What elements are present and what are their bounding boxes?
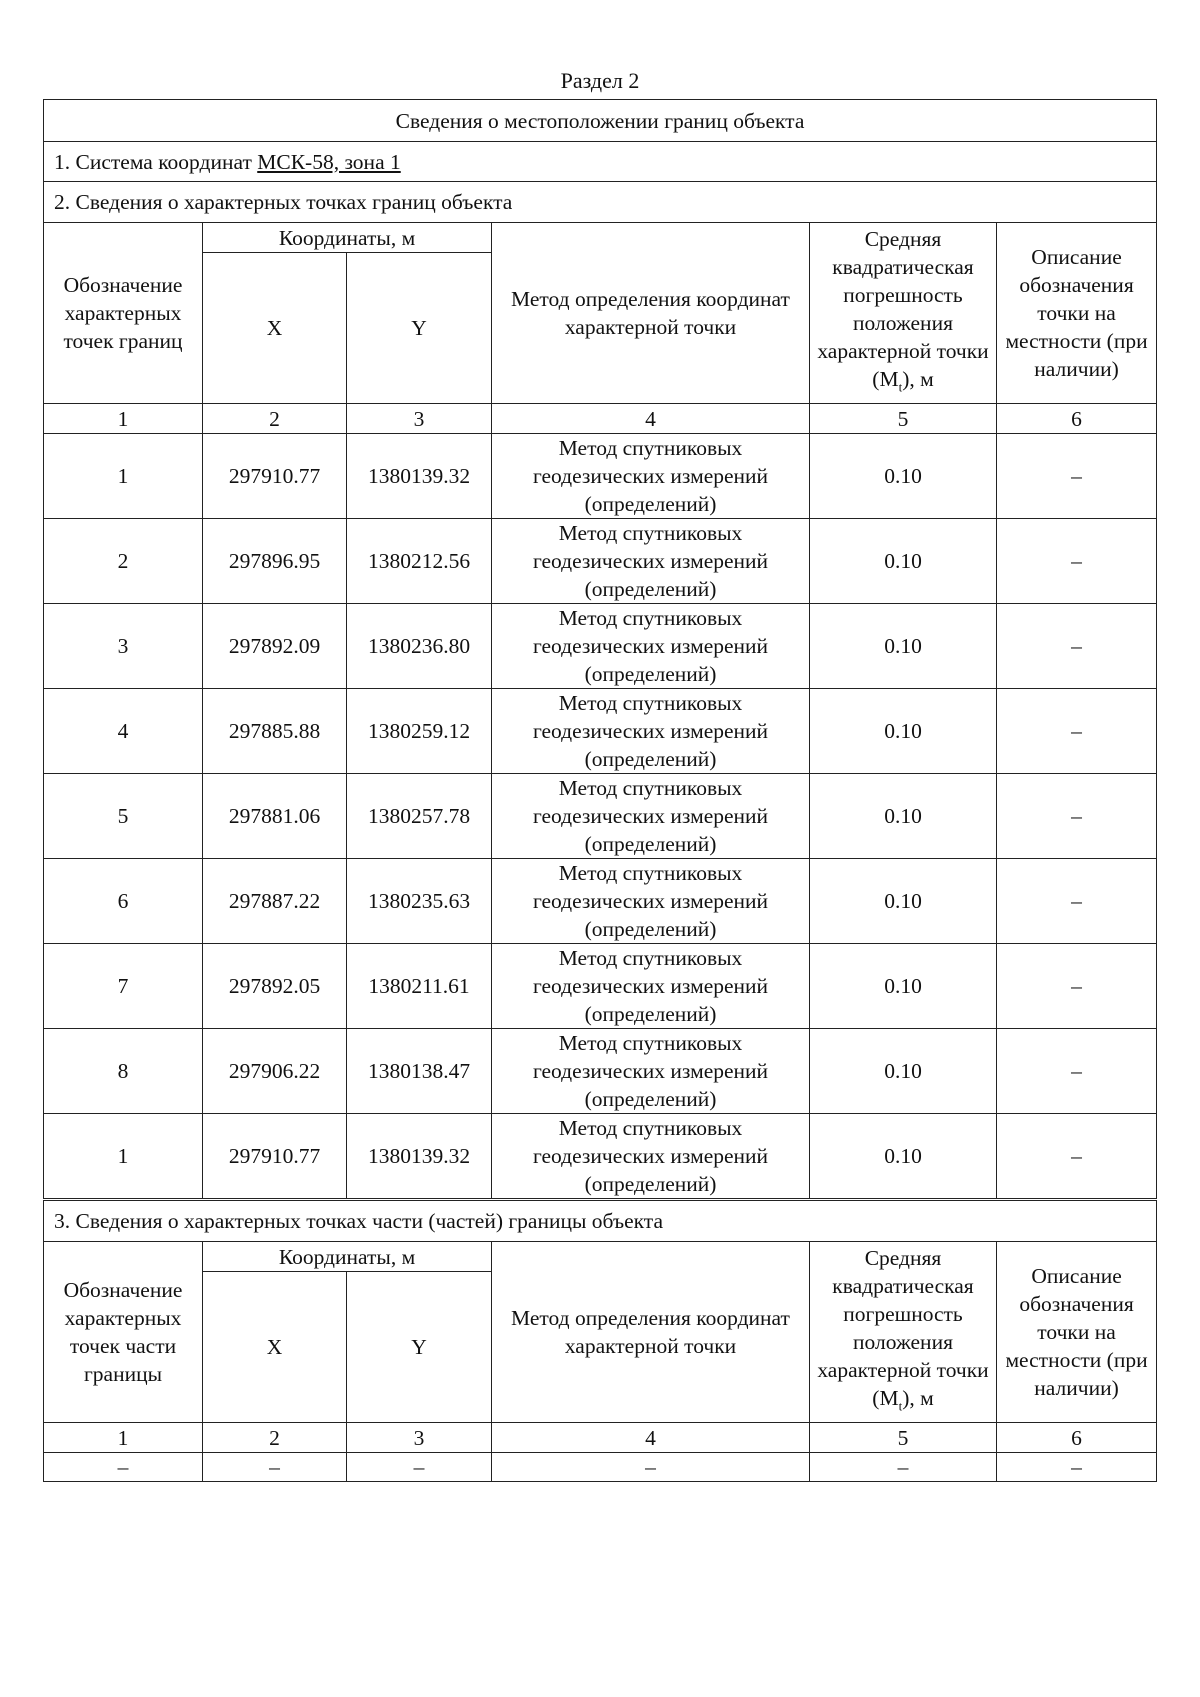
x-coordinate-cell: 297910.77: [203, 1114, 347, 1199]
column-number: 5: [810, 404, 997, 434]
y-coordinate-cell: 1380259.12: [347, 689, 492, 774]
description-cell: –: [997, 1029, 1157, 1114]
header-x: X: [203, 253, 347, 404]
column-number: 2: [203, 404, 347, 434]
error-cell: 0.10: [810, 1114, 997, 1199]
y-coordinate-cell: –: [347, 1453, 492, 1482]
error-cell: 0.10: [810, 434, 997, 519]
header-error: [810, 1242, 997, 1423]
table-row: [44, 689, 1157, 774]
point-id-cell: –: [44, 1453, 203, 1482]
description-cell: –: [997, 774, 1157, 859]
x-coordinate-cell: 297892.05: [203, 944, 347, 1029]
x-coordinate-cell: 297881.06: [203, 774, 347, 859]
error-cell: 0.10: [810, 689, 997, 774]
y-coordinate-cell: 1380257.78: [347, 774, 492, 859]
y-coordinate-cell: 1380212.56: [347, 519, 492, 604]
point-id-cell: 1: [44, 434, 203, 519]
table-row: [44, 519, 1157, 604]
description-cell: –: [997, 1114, 1157, 1199]
y-coordinate-cell: 1380236.80: [347, 604, 492, 689]
column-number: 3: [347, 1423, 492, 1453]
point-id-cell: 2: [44, 519, 203, 604]
header-coordinates: Координаты, м: [203, 223, 492, 253]
header-error-sub: t: [898, 379, 903, 395]
method-cell: Метод спутниковых геодезических измерений (определений): [492, 944, 810, 1029]
table-row: [44, 1453, 1157, 1482]
header-x: X: [203, 1272, 347, 1423]
header-y: Y: [347, 253, 492, 404]
column-number: 5: [810, 1423, 997, 1453]
error-cell: 0.10: [810, 1029, 997, 1114]
column-number: 6: [997, 1423, 1157, 1453]
y-coordinate-cell: 1380139.32: [347, 1114, 492, 1199]
header-y: Y: [347, 1272, 492, 1423]
method-cell: Метод спутниковых геодезических измерений (определений): [492, 434, 810, 519]
point-id-cell: 4: [44, 689, 203, 774]
error-cell: 0.10: [810, 604, 997, 689]
part2-title: 2. Сведения о характерных точках границ объекта: [44, 182, 1157, 223]
description-cell: –: [997, 434, 1157, 519]
column-number: 4: [492, 404, 810, 434]
table-row: [44, 859, 1157, 944]
table-row: [44, 1029, 1157, 1114]
coordinate-system-value: МСК-58, зона 1: [257, 149, 401, 174]
table-row: [44, 774, 1157, 859]
header-error: [810, 223, 997, 404]
method-cell: Метод спутниковых геодезических измерений (определений): [492, 1114, 810, 1199]
error-cell: 0.10: [810, 944, 997, 1029]
header-error-tail: ), м: [902, 1385, 934, 1410]
x-coordinate-cell: –: [203, 1453, 347, 1482]
header-error-sub: t: [898, 1398, 903, 1414]
header-method: Метод определения координат характерной точки: [492, 223, 810, 404]
column-number: 1: [44, 1423, 203, 1453]
x-coordinate-cell: 297892.09: [203, 604, 347, 689]
column-number: 3: [347, 404, 492, 434]
point-id-cell: 8: [44, 1029, 203, 1114]
method-cell: Метод спутниковых геодезических измерений (определений): [492, 774, 810, 859]
table-row: [44, 604, 1157, 689]
y-coordinate-cell: 1380235.63: [347, 859, 492, 944]
description-cell: –: [997, 859, 1157, 944]
table-heading: Сведения о местоположении границ объекта: [44, 100, 1157, 142]
y-coordinate-cell: 1380211.61: [347, 944, 492, 1029]
x-coordinate-cell: 297887.22: [203, 859, 347, 944]
error-cell: 0.10: [810, 774, 997, 859]
point-id-cell: 3: [44, 604, 203, 689]
column-number: 6: [997, 404, 1157, 434]
point-id-cell: 7: [44, 944, 203, 1029]
table-row: [44, 1114, 1157, 1199]
header-method: Метод определения координат характерной точки: [492, 1242, 810, 1423]
x-coordinate-cell: 297910.77: [203, 434, 347, 519]
header-error-tail: ), м: [902, 366, 934, 391]
points-body: [44, 434, 1157, 1199]
method-cell: –: [492, 1453, 810, 1482]
description-cell: –: [997, 944, 1157, 1029]
y-coordinate-cell: 1380139.32: [347, 434, 492, 519]
header-point-designation: Обозначение характерных точек границ: [44, 223, 203, 404]
x-coordinate-cell: 297896.95: [203, 519, 347, 604]
error-cell: –: [810, 1453, 997, 1482]
x-coordinate-cell: 297906.22: [203, 1029, 347, 1114]
column-number: 1: [44, 404, 203, 434]
point-id-cell: 6: [44, 859, 203, 944]
x-coordinate-cell: 297885.88: [203, 689, 347, 774]
error-cell: 0.10: [810, 519, 997, 604]
table-row: [44, 944, 1157, 1029]
method-cell: Метод спутниковых геодезических измерений (определений): [492, 859, 810, 944]
description-cell: –: [997, 519, 1157, 604]
point-id-cell: 5: [44, 774, 203, 859]
description-cell: –: [997, 689, 1157, 774]
header-description: Описание обозначения точки на местности (при наличии): [997, 223, 1157, 404]
column-number: 4: [492, 1423, 810, 1453]
header-part-point-designation: Обозначение характерных точек части границы: [44, 1242, 203, 1423]
method-cell: Метод спутниковых геодезических измерений (определений): [492, 519, 810, 604]
coordinate-system-label: 1. Система координат: [54, 149, 258, 174]
point-id-cell: 1: [44, 1114, 203, 1199]
part-points-body: [44, 1453, 1157, 1482]
column-number: 2: [203, 1423, 347, 1453]
boundary-points-table: [43, 99, 1157, 1199]
method-cell: Метод спутниковых геодезических измерений (определений): [492, 1029, 810, 1114]
header-coordinates: Координаты, м: [203, 1242, 492, 1272]
y-coordinate-cell: 1380138.47: [347, 1029, 492, 1114]
coordinate-system-row: [44, 142, 1157, 182]
section-title: Раздел 2: [560, 68, 640, 93]
description-cell: –: [997, 604, 1157, 689]
table-row: [44, 434, 1157, 519]
header-description: Описание обозначения точки на местности (при наличии): [997, 1242, 1157, 1423]
method-cell: Метод спутниковых геодезических измерений (определений): [492, 689, 810, 774]
part3-title: 3. Сведения о характерных точках части (частей) границы объекта: [44, 1201, 1157, 1242]
error-cell: 0.10: [810, 859, 997, 944]
part-boundary-points-table: [43, 1200, 1157, 1482]
description-cell: –: [997, 1453, 1157, 1482]
header-error-text: Средняя квадратическая погрешность положения характерной точки (M: [817, 1245, 989, 1410]
method-cell: Метод спутниковых геодезических измерений (определений): [492, 604, 810, 689]
header-error-text: Средняя квадратическая погрешность положения характерной точки (M: [817, 226, 989, 391]
